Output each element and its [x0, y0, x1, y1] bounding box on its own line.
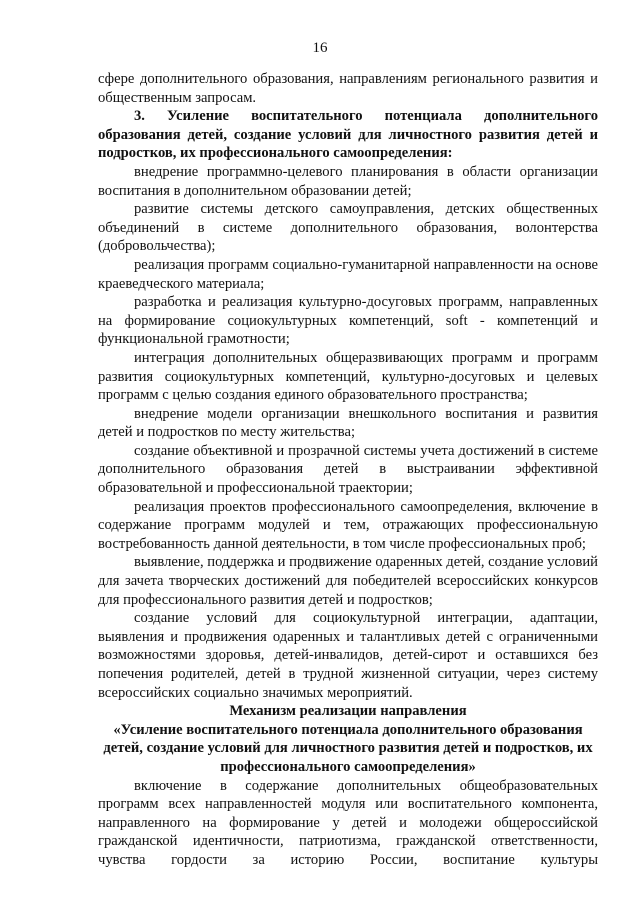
- paragraph-continuation: сфере дополнительного образования, направлениям регионального развития и общественным запросам.: [98, 71, 598, 106]
- list-item: внедрение модели организации внешкольного воспитания и развития детей и подростков по месту жительства;: [98, 405, 598, 441]
- page-number: 16: [312, 40, 328, 56]
- list-item: создание условий для социокультурной интеграции, адаптации, выявления и продвижения одаренных и талантливых детей с ограниченными возможностями здоровья, детей-инвалидов, детей-сирот и оставшихся без попечения родителей, детей в трудной жизненной ситуации, через систему всероссийских социально значимых мероприятий.: [98, 610, 598, 701]
- list-item: интеграция дополнительных общеразвивающих программ и программ развития социокультурных компетенций, культурно-досуговых и целевых программ с целью создания единого образовательного пространства;: [98, 349, 598, 404]
- list-item: внедрение программно-целевого планирования в области организации воспитания в дополнительном образовании детей;: [98, 163, 598, 199]
- list-item: реализация проектов профессионального самоопределения, включение в содержание программ модулей и тем, отражающих профессиональную востребованность данной деятельности, в том числе профессиональных проб;: [98, 498, 598, 552]
- list-item: выявление, поддержка и продвижение одаренных детей, создание условий для зачета творческих достижений для победителей всероссийских конкурсов для профессионального развития детей и подростков;: [98, 554, 598, 608]
- list-item: создание объективной и прозрачной системы учета достижений в системе дополнительного образования детей в выстраивании эффективной образовательной и профессиональной траектории;: [98, 442, 598, 497]
- mechanism-subheading: «Усиление воспитательного потенциала дополнительного образования детей, создание условий для личностного развития детей и подростков, их профессионального самоопределения»: [103, 721, 593, 775]
- mechanism-heading: Механизм реализации направления: [229, 703, 467, 720]
- list-item: реализация программ социально-гуманитарной направленности на основе краеведческого материала;: [98, 256, 598, 292]
- list-item: развитие системы детского самоуправления, детских общественных объединений в системе дополнительного образования, волонтерства (добровольчества);: [98, 201, 598, 255]
- page-body: [98, 70, 598, 870]
- section-heading: 3. Усиление воспитательного потенциала дополнительного образования детей, создание условий для личностного развития детей и подростков, их профессионального самоопределения:: [98, 108, 598, 162]
- list-item: включение в содержание дополнительных общеобразовательных программ всех направленностей модуля или воспитательного компонента, направленного на формирование у детей и молодежи общероссийской гражданской идентичности, патриотизма, гражданской ответственности, чувства гордости за историю России, воспитание культуры: [98, 777, 598, 868]
- list-item: разработка и реализация культурно-досуговых программ, направленных на формирование социокультурных компетенций, soft - компетенций и функциональной грамотности;: [98, 294, 598, 348]
